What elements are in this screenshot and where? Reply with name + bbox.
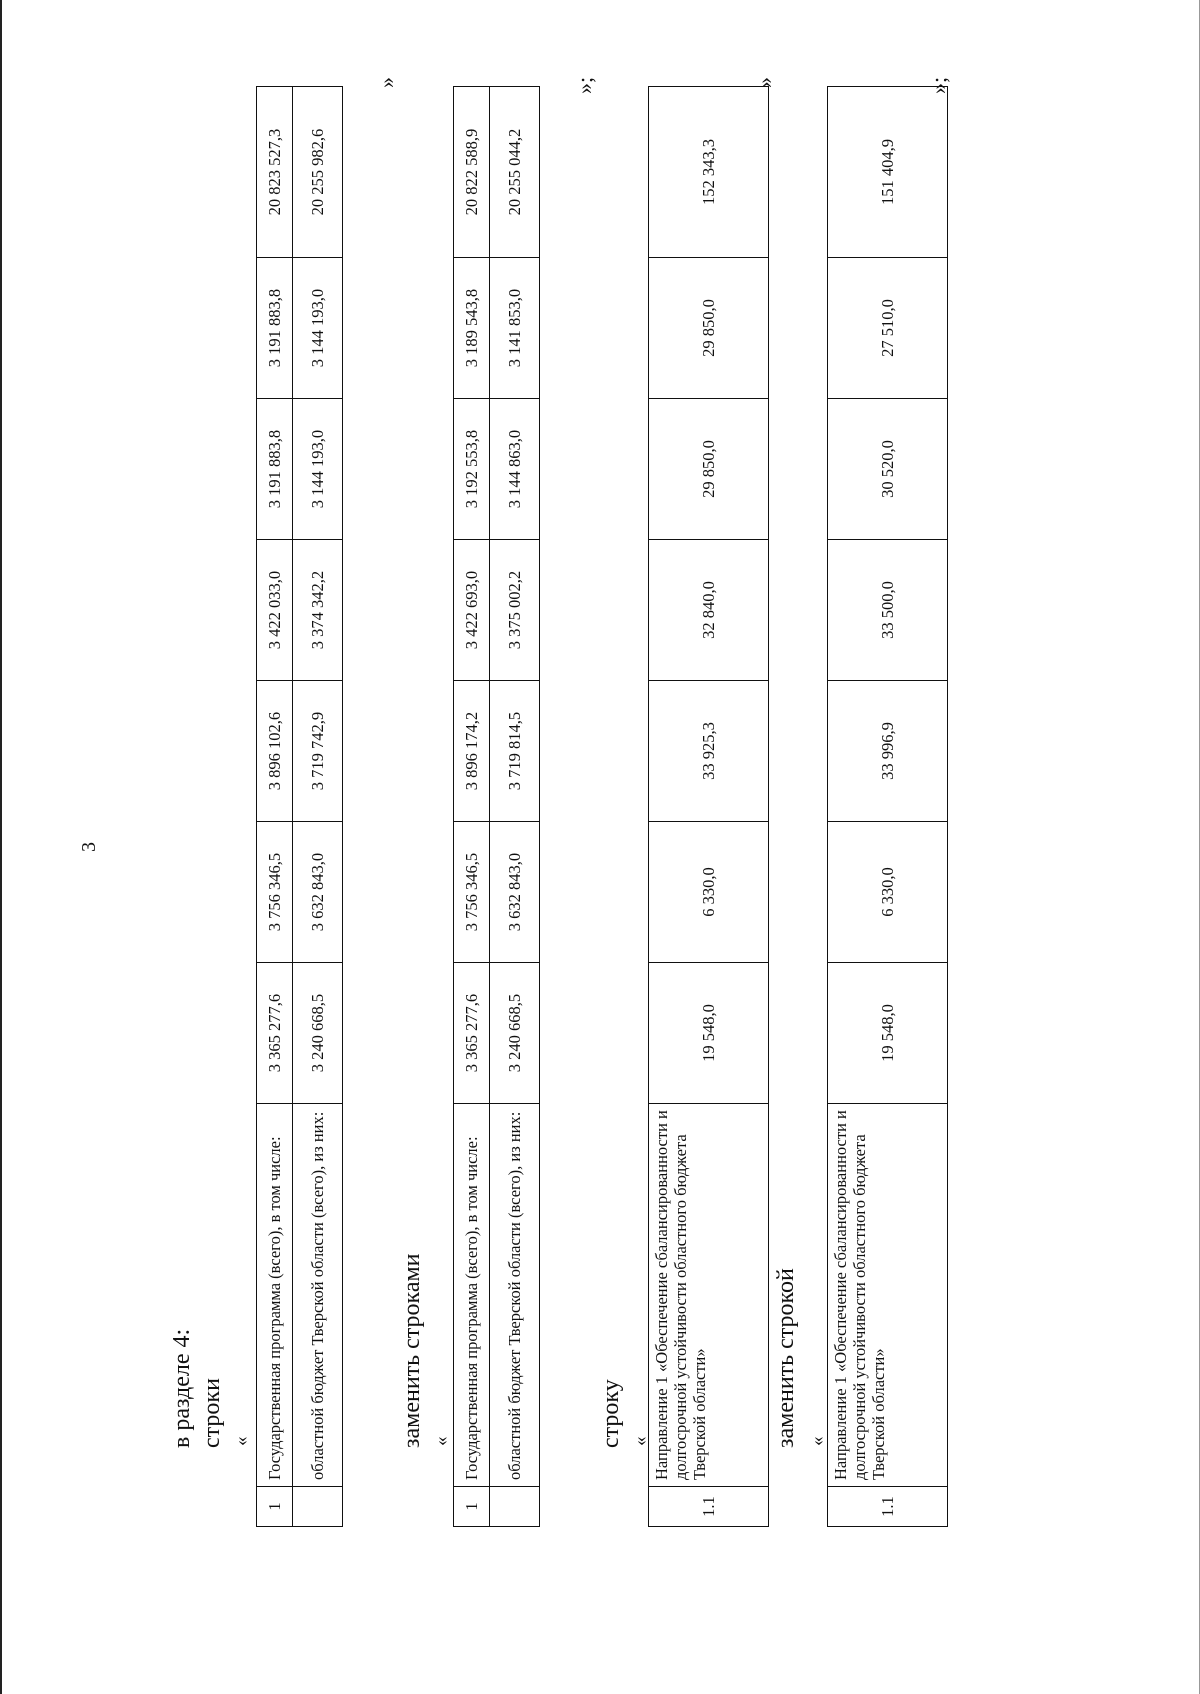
row-description: Направление 1 «Обеспечение сбалансированности и долгосрочной устойчивости областного бюджета Тверской области» — [828, 1104, 948, 1487]
row-index: 1 — [257, 1487, 293, 1527]
row-description: Направление 1 «Обеспечение сбалансированности и долгосрочной устойчивости областного бюджета Тверской области» — [649, 1104, 769, 1487]
section-heading: в разделе 4: — [169, 1328, 195, 1448]
value-cell: 3 756 346,5 — [257, 822, 293, 963]
value-cell: 3 191 883,8 — [257, 258, 293, 399]
value-cell: 3 191 883,8 — [257, 399, 293, 540]
value-cell: 3 189 543,8 — [454, 258, 490, 399]
scan-edge — [0, 0, 2, 1694]
value-cell: 3 896 174,2 — [454, 681, 490, 822]
value-cell: 29 850,0 — [649, 258, 769, 399]
table-row — [490, 87, 540, 1527]
value-cell: 30 520,0 — [828, 399, 948, 540]
row-index — [293, 1487, 343, 1527]
page-number: 3 — [78, 842, 100, 852]
table-original-row — [648, 86, 769, 1527]
value-cell: 6 330,0 — [649, 822, 769, 963]
open-quote: « — [630, 1436, 651, 1446]
value-cell: 19 548,0 — [828, 963, 948, 1104]
row-index: 1.1 — [828, 1487, 948, 1527]
label-strings: строки — [199, 1378, 225, 1448]
label-replace-rows: заменить строками — [399, 1253, 425, 1448]
value-cell: 3 240 668,5 — [490, 963, 540, 1104]
value-cell: 3 719 814,5 — [490, 681, 540, 822]
value-cell: 33 500,0 — [828, 540, 948, 681]
table-row — [293, 87, 343, 1527]
total-cell: 20 255 044,2 — [490, 87, 540, 258]
total-cell: 20 822 588,9 — [454, 87, 490, 258]
value-cell: 3 719 742,9 — [293, 681, 343, 822]
value-cell: 6 330,0 — [828, 822, 948, 963]
close-quote-semicolon: »; — [572, 76, 597, 94]
open-quote: « — [807, 1436, 828, 1446]
value-cell: 3 896 102,6 — [257, 681, 293, 822]
value-cell: 3 240 668,5 — [293, 963, 343, 1104]
table-row — [828, 87, 948, 1527]
close-quote-semicolon: »; — [926, 76, 951, 94]
value-cell: 3 144 193,0 — [293, 258, 343, 399]
value-cell: 3 365 277,6 — [257, 963, 293, 1104]
value-cell: 33 996,9 — [828, 681, 948, 822]
table-replacement-rows — [453, 86, 540, 1527]
table-row — [257, 87, 293, 1527]
table-row — [649, 87, 769, 1527]
value-cell: 3 422 033,0 — [257, 540, 293, 681]
label-row: строку — [598, 1379, 624, 1448]
value-cell: 3 144 863,0 — [490, 399, 540, 540]
value-cell: 3 756 346,5 — [454, 822, 490, 963]
row-description: Государственная программа (всего), в том числе: — [257, 1104, 293, 1487]
value-cell: 3 632 843,0 — [490, 822, 540, 963]
label-replace-row: заменить строкой — [773, 1268, 799, 1448]
value-cell: 33 925,3 — [649, 681, 769, 822]
value-cell: 3 632 843,0 — [293, 822, 343, 963]
value-cell: 3 192 553,8 — [454, 399, 490, 540]
row-description: областной бюджет Тверской области (всего), из них: — [293, 1104, 343, 1487]
value-cell: 3 365 277,6 — [454, 963, 490, 1104]
total-cell: 20 823 527,3 — [257, 87, 293, 258]
row-index: 1.1 — [649, 1487, 769, 1527]
value-cell: 29 850,0 — [649, 399, 769, 540]
open-quote: « — [231, 1436, 252, 1446]
value-cell: 3 144 193,0 — [293, 399, 343, 540]
value-cell: 19 548,0 — [649, 963, 769, 1104]
total-cell: 151 404,9 — [828, 87, 948, 258]
value-cell: 3 141 853,0 — [490, 258, 540, 399]
row-index: 1 — [454, 1487, 490, 1527]
table-original-rows — [256, 86, 343, 1527]
value-cell: 3 374 342,2 — [293, 540, 343, 681]
total-cell: 152 343,3 — [649, 87, 769, 258]
value-cell: 3 375 002,2 — [490, 540, 540, 681]
close-quote: » — [752, 77, 777, 88]
table-row — [454, 87, 490, 1527]
table-replacement-row — [827, 86, 948, 1527]
value-cell: 32 840,0 — [649, 540, 769, 681]
close-quote: » — [374, 77, 399, 88]
row-description: Государственная программа (всего), в том числе: — [454, 1104, 490, 1487]
value-cell: 27 510,0 — [828, 258, 948, 399]
open-quote: « — [431, 1436, 452, 1446]
value-cell: 3 422 693,0 — [454, 540, 490, 681]
total-cell: 20 255 982,6 — [293, 87, 343, 258]
row-index — [490, 1487, 540, 1527]
row-description: областной бюджет Тверской области (всего), из них: — [490, 1104, 540, 1487]
